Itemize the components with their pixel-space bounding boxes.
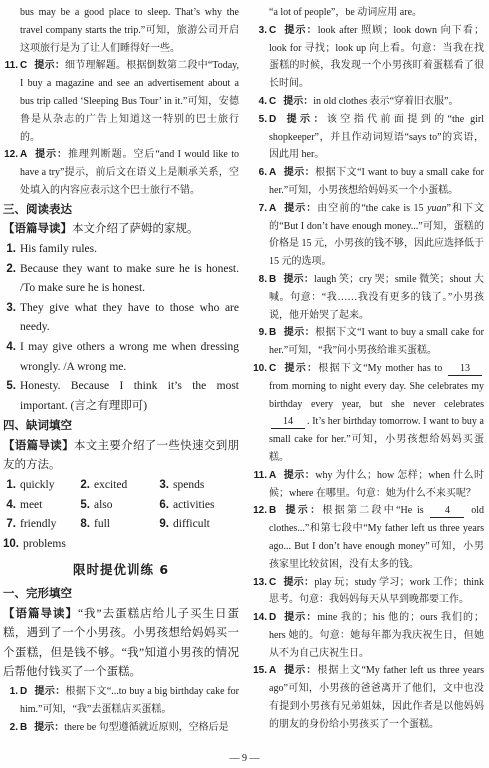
hint-text: look after 照顾；look down 向下看；look for 寻找；look up 向上看。句意：当我在找蛋糕的时候，我发现一个小男孩盯着蛋糕看了很长时间。 xyxy=(269,24,485,90)
guide-label: 【语篇导读】 xyxy=(3,437,74,452)
answer-number: 1. xyxy=(6,479,16,492)
answer-letter: A xyxy=(269,665,277,677)
hint-text: 根据下文“...to buy a big birthday cake for him.”可知，“我”去蛋糕店买蛋糕。 xyxy=(20,686,240,715)
guide-text: 本文介绍了萨姆的家规。 xyxy=(72,223,199,236)
expression-answer-3 xyxy=(3,299,239,338)
hint-italic-word: yuan xyxy=(427,202,447,214)
hint-label: 提示： xyxy=(283,327,316,339)
answer-word: excited xyxy=(94,479,128,492)
answer-number: 3. xyxy=(6,301,16,314)
hint-label: 提示： xyxy=(283,612,318,624)
answer-number: 2. xyxy=(80,479,90,492)
word-answer-10 xyxy=(3,535,77,555)
cloze-item-6 xyxy=(252,164,484,200)
item-number: 3. xyxy=(258,24,267,36)
item-number: 10. xyxy=(253,362,267,374)
page-number: — 9 — xyxy=(229,753,260,764)
item-number: 14. xyxy=(253,612,267,624)
guide-label: 【语篇导读】 xyxy=(3,605,78,620)
answer-word: meet xyxy=(20,498,43,511)
item-number: 12. xyxy=(4,149,18,161)
item-number: 15. xyxy=(253,665,267,677)
blank-number: 4 xyxy=(430,505,464,518)
hint-label: 提示： xyxy=(283,362,319,374)
cloze-item-13 xyxy=(252,574,484,610)
answer-number: 5. xyxy=(6,380,16,393)
word-answer-2 xyxy=(77,476,156,496)
word-answer-4 xyxy=(3,496,77,516)
cloze-item-15 xyxy=(252,662,484,733)
item-number: 11. xyxy=(4,60,18,72)
answer-word: spends xyxy=(173,479,205,492)
cloze-item-7 xyxy=(252,200,484,271)
hint-text: 细节理解题。根据倒数第二段中“Today, I buy a magazine and see an advertisement about a bus trip called ‘Sleeping Bus Tour’ in it.”可知，安德鲁是从杂志的广告上知道这一特别的巴士旅行的。 xyxy=(20,60,240,143)
hint-text: 推理判断题。空后“and I would like to have a try”提示，前后文在语义上是顺承关系，空处填入的内容应表示这个巴士旅行不错。 xyxy=(20,149,240,196)
answer-number: 5. xyxy=(80,498,90,511)
hint-text: 根据第二段中“He is xyxy=(322,505,429,517)
expression-answer-4 xyxy=(3,338,239,377)
reading-item-12 xyxy=(3,146,239,199)
cloze-item-2-continued: “a lot of people”，be 动词应用 are。 xyxy=(269,7,423,18)
answer-letter: D xyxy=(269,612,277,624)
answer-word: also xyxy=(94,498,113,511)
word-answer-6 xyxy=(156,496,239,516)
guide-text: 本文主要介绍了一些快速交到朋友的方法。 xyxy=(3,439,240,472)
answer-text: His family rules. xyxy=(20,242,97,255)
word-answer-3 xyxy=(156,476,239,496)
hint-label: 提示： xyxy=(283,167,316,179)
hint-text: old clothes...”和第七段中“My father left us three years ago... But I don’t have enough money”可知，小男孩家里比较贫困，没有太多的钱。 xyxy=(269,505,485,570)
section-heading: 三、阅读表达 xyxy=(3,201,72,216)
answer-letter: B xyxy=(269,273,277,285)
hint-label: 提示： xyxy=(283,202,318,214)
answer-word: friendly xyxy=(20,518,57,531)
item-number: 7. xyxy=(258,202,267,214)
hint-text: why 为什么；how 怎样；when 什么时候；where 在哪里。句意：她为什么不来买呢？ xyxy=(269,469,484,499)
section-heading: 一、完形填空 xyxy=(3,586,72,601)
hint-text: laugh 笑；cry 哭；smile 微笑；shout 大喊。句意：“我……我没有更多的钱了。”小男孩说，他开始哭了起来。 xyxy=(269,273,484,321)
answer-letter: C xyxy=(269,95,277,107)
hint-text: ”和下文的“But I don’t have enough money...”可知，蛋糕的价格是 15 元，小男孩的钱不够，因此应选择低于 15 元的选项。 xyxy=(269,202,484,268)
hint-text: 由空前的“the cake is 15 xyxy=(317,202,428,214)
reading-expression-section xyxy=(3,200,239,417)
hint-label: 提示： xyxy=(283,469,316,481)
expression-answer-1 xyxy=(3,240,239,260)
cloze-item-12 xyxy=(252,502,484,573)
answer-number: 10. xyxy=(3,537,19,550)
hint-label: 提示： xyxy=(283,24,318,36)
hint-label: 提示： xyxy=(283,505,323,517)
word-answer-9 xyxy=(156,515,239,535)
left-column xyxy=(3,4,239,736)
answer-letter: C xyxy=(269,576,277,588)
passage-guide xyxy=(3,219,239,240)
cloze-item-5 xyxy=(252,111,484,164)
cloze-section xyxy=(3,584,239,736)
guide-label: 【语篇导读】 xyxy=(3,221,72,236)
answer-text: I may give others a wrong me when dressing wrongly. /A wrong me. xyxy=(20,340,239,373)
item-number: 8. xyxy=(258,273,267,285)
answer-letter: A xyxy=(269,202,277,214)
answer-letter: C xyxy=(269,362,277,374)
word-answer-1 xyxy=(3,476,77,496)
answer-letter: D xyxy=(20,686,28,698)
cloze-item-14 xyxy=(252,609,484,662)
answer-letter: B xyxy=(269,505,277,517)
answer-number: 7. xyxy=(6,518,16,531)
answer-number: 9. xyxy=(159,518,169,531)
blank-number: 14 xyxy=(271,416,305,429)
hint-label: 提示： xyxy=(34,721,65,733)
item-number: 9. xyxy=(258,327,267,339)
answer-number: 4. xyxy=(6,498,16,511)
hint-text: from morning to night every day. She celebrates my birthday every year, but she never celebrates xyxy=(269,380,484,410)
hint-label: 提示： xyxy=(283,95,314,107)
cloze-item-2 xyxy=(3,719,239,737)
hint-text: play 玩；study 学习；work 工作；think 思考。句意：我妈妈每天从早到晚都要工作。 xyxy=(269,576,485,606)
right-column xyxy=(252,4,484,734)
hint-text: . It’s her birthday tomorrow. I want to buy a small cake for her.”可知，小男孩想给妈妈买蛋糕。 xyxy=(269,416,484,463)
word-answer-grid xyxy=(3,476,239,554)
answer-letter: A xyxy=(269,469,277,481)
answer-text: Because they want to make sure he is honest. /To make sure he is honest. xyxy=(20,262,239,295)
hint-text: 根据下文“I want to buy a small cake for her.”可知，小男孩想给妈妈买一个小蛋糕。 xyxy=(269,167,484,196)
item-number: 12. xyxy=(253,505,267,517)
hint-label: 提示： xyxy=(283,665,318,677)
hint-label: 提示： xyxy=(283,576,315,588)
cloze-item-1 xyxy=(3,683,239,719)
word-answer-8 xyxy=(77,515,156,535)
cloze-item-11 xyxy=(252,467,484,503)
answer-number: 1. xyxy=(6,242,16,255)
hint-text: 该空指代前面提到的“the girl shopkeeper”，并且作动词短语“says to”的宾语，因此用 her。 xyxy=(269,113,485,161)
answer-word: activities xyxy=(173,498,215,511)
passage-guide xyxy=(3,436,239,476)
hint-label: 提示： xyxy=(34,60,66,72)
hint-text: in old clothes 表示“穿着旧衣服”。 xyxy=(313,95,459,107)
word-answer-7 xyxy=(3,515,77,535)
word-answer-5 xyxy=(77,496,156,516)
reading-item-11 xyxy=(3,57,239,146)
item-number: 13. xyxy=(253,576,267,588)
answer-word: full xyxy=(94,518,110,531)
answer-letter: C xyxy=(269,24,277,36)
expression-answer-2 xyxy=(3,260,239,299)
hint-text: there be 句型遵循就近原则，空格后是 xyxy=(64,721,229,733)
expression-answer-5 xyxy=(3,377,239,416)
answer-number: 8. xyxy=(80,518,90,531)
cloze-item-3 xyxy=(252,22,484,93)
answer-number: 6. xyxy=(159,498,169,511)
answer-word: quickly xyxy=(20,479,55,492)
item-number: 2. xyxy=(9,721,18,733)
answer-letter: B xyxy=(269,327,277,339)
answer-text: They give what they have to those who are needy. xyxy=(20,301,239,334)
drill-title: 限时提优训练 6 xyxy=(72,562,170,578)
hint-text: 根据下文“My mother has to xyxy=(318,362,446,374)
answer-letter: D xyxy=(269,113,277,125)
guide-text: “我”去蛋糕店给儿子买生日蛋糕，遇到了一个小男孩。小男孩想给妈妈买一个蛋糕，但是钱不够。“我”知道小男孩的情况后帮他付钱买了一个蛋糕。 xyxy=(3,607,239,679)
cloze-item-8 xyxy=(252,271,484,324)
cloze-item-4 xyxy=(252,93,484,111)
item-number: 11. xyxy=(253,469,267,481)
answer-word: difficult xyxy=(173,518,210,531)
hint-text: mine 我的；his 他的；ours 我们的；hers 她的。句意：她每年都为我庆祝生日，但她从不为自己庆祝生日。 xyxy=(269,612,484,659)
answer-letter: C xyxy=(20,60,28,72)
answer-letter: B xyxy=(20,721,28,733)
answer-letter: A xyxy=(20,149,28,161)
item-number: 5. xyxy=(258,113,267,125)
hint-label: 提示： xyxy=(283,273,315,285)
answer-number: 2. xyxy=(6,262,16,275)
passage-guide xyxy=(3,604,239,683)
hint-label: 提示： xyxy=(283,113,327,125)
answer-letter: A xyxy=(269,167,277,179)
blank-number: 13 xyxy=(448,363,482,376)
cloze-item-10 xyxy=(252,360,484,467)
answer-text: Honesty. Because I think it’s the most important. (言之有理即可) xyxy=(20,380,239,412)
item-number: 4. xyxy=(258,95,267,107)
hint-label: 提示： xyxy=(34,686,66,698)
section-heading: 四、缺词填空 xyxy=(3,418,72,433)
hint-text: 根据上文“My father left us three years ago”可知，小男孩的爸爸离开了他们，文中也没有提到小男孩有兄弟姐妹，因此作者是以他妈妈的朋友的身份给小男孩买了一个蛋糕。 xyxy=(269,665,485,730)
cloze-item-9 xyxy=(252,324,484,360)
answer-word: problems xyxy=(23,537,66,550)
hint-label: 提示： xyxy=(34,149,68,161)
item-number: 6. xyxy=(258,167,267,179)
hint-text: 根据下文“I want to buy a small cake for her.”可知，“我”问小男孩给谁买蛋糕。 xyxy=(269,327,484,357)
item-number: 1. xyxy=(9,686,18,698)
word-fill-section xyxy=(3,416,239,554)
answer-number: 4. xyxy=(6,340,16,353)
answer-number: 3. xyxy=(159,479,169,492)
carryover-text: bus may be a good place to sleep. That’s why the travel company starts the trip.”可知，旅游公司开启这项旅行是为了让人们睡得好一些。 xyxy=(20,7,239,54)
